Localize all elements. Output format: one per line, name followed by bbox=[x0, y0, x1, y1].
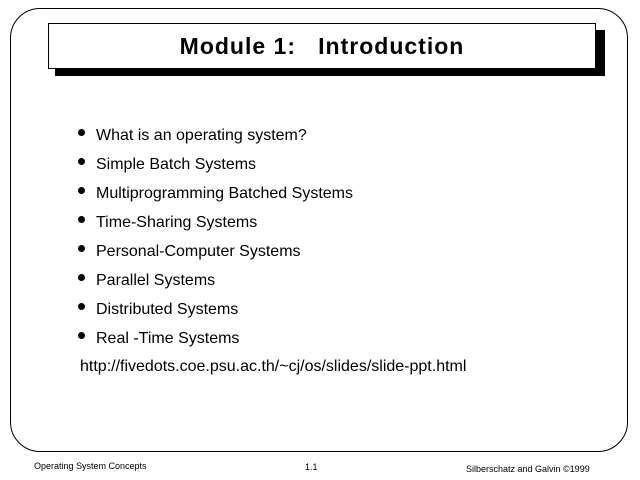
bullet-icon bbox=[78, 274, 85, 281]
list-item-text: Personal-Computer Systems bbox=[96, 242, 301, 260]
list-item bbox=[78, 266, 353, 295]
list-item bbox=[78, 208, 353, 237]
list-item bbox=[78, 295, 353, 324]
slides-url-link[interactable]: http://fivedots.coe.psu.ac.th/~cj/os/slides/slide-ppt.html bbox=[80, 358, 467, 375]
bullet-icon bbox=[78, 303, 85, 310]
list-item-text: What is an operating system? bbox=[96, 126, 307, 144]
list-item bbox=[78, 179, 353, 208]
bullet-icon bbox=[78, 332, 85, 339]
bullet-icon bbox=[78, 158, 85, 165]
bullet-icon bbox=[78, 216, 85, 223]
slide-title: Module 1: Introduction bbox=[179, 32, 465, 59]
bullet-icon bbox=[78, 245, 85, 252]
list-item-text: Multiprogramming Batched Systems bbox=[96, 184, 353, 202]
footer-course-title: Operating System Concepts bbox=[34, 461, 147, 471]
bullet-icon bbox=[78, 187, 85, 194]
list-item-text: Parallel Systems bbox=[96, 271, 216, 289]
list-item-text: Time-Sharing Systems bbox=[96, 213, 258, 231]
list-item-text: Real -Time Systems bbox=[96, 329, 240, 347]
list-item bbox=[78, 121, 353, 150]
footer-copyright: Silberschatz and Galvin ©1999 bbox=[466, 464, 590, 474]
footer-page-number: 1.1 bbox=[305, 462, 318, 472]
title-box bbox=[48, 23, 596, 69]
list-item bbox=[78, 150, 353, 179]
bullet-list bbox=[78, 121, 353, 353]
list-item bbox=[78, 237, 353, 266]
list-item bbox=[78, 324, 353, 353]
list-item-text: Simple Batch Systems bbox=[96, 155, 257, 173]
bullet-icon bbox=[78, 129, 85, 136]
list-item-text: Distributed Systems bbox=[96, 300, 239, 318]
